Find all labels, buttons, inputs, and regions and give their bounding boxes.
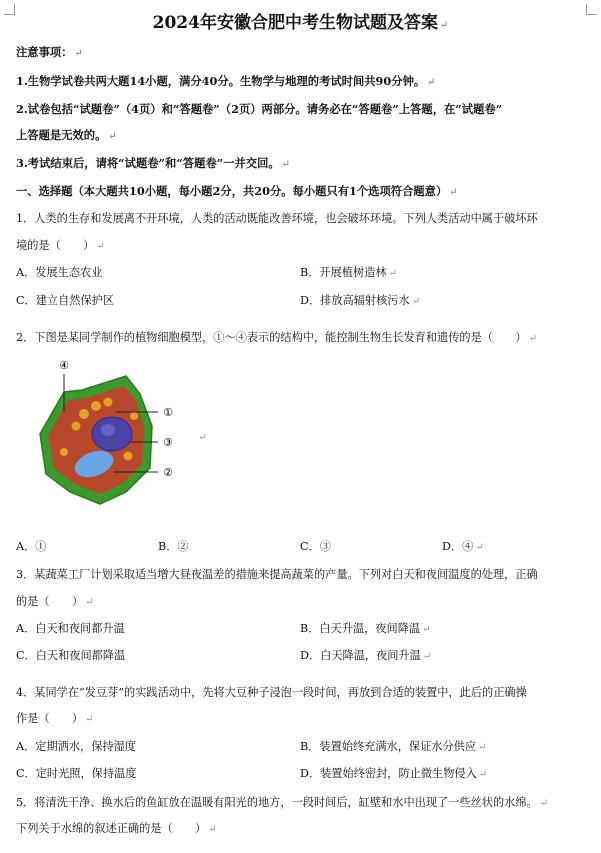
notice-item-2-cont: 上答题是无效的。 ↵ [16, 128, 117, 142]
chloroplast [72, 422, 81, 431]
question-3-stem: 3．某蔬菜工厂计划采取适当增大昼夜温差的措施来提高蔬菜的产量。下列对白天和夜间温度的处理，正确 [16, 568, 538, 581]
chloroplast [104, 398, 113, 407]
notice-item-1: 1.生物学试卷共两大题14小题，满分40分。生物学与地理的考试时间共90分钟。 ↵ [16, 74, 436, 88]
question-1-stem: 1．人类的生存和发展离不开环境，人类的活动既能改善环境，也会破坏环境。下列人类活动中属于破坏环 [16, 212, 538, 225]
chloroplast [124, 452, 133, 461]
paragraph-mark-icon: ↵ [411, 296, 421, 307]
question-2-stem: 2．下图是某同学制作的植物细胞模型，①～④表示的结构中，能控制生物生长发育和遗传的是（ ） ↵ [16, 331, 537, 344]
question-1-stem-cont: 境的是（ ） ↵ [16, 239, 105, 252]
paragraph-mark-icon: ↵ [85, 597, 94, 608]
document-title: 2024年安徽合肥中考生物试题及答案 ↵ [152, 13, 449, 33]
q4-option-b: B．装置始终充满水，保证水分供应 ↵ [300, 740, 487, 753]
q1-option-a: A．发展生态农业 [16, 266, 103, 279]
paragraph-mark-icon: ↵ [478, 742, 487, 753]
paragraph-mark-icon: ↵ [539, 798, 549, 809]
question-5-stem-cont: 下列关于水绵的叙述正确的是（ ） ↵ [16, 822, 217, 835]
q4-option-a: A．定期洒水，保持湿度 [16, 740, 136, 753]
label-1: ① [163, 406, 173, 419]
q1-option-c: C．建立自然保护区 [16, 294, 115, 307]
q2-option-b: B．② [158, 540, 189, 553]
q2-option-a: A．① [16, 540, 47, 553]
q2-option-d: D．④ ↵ [442, 540, 484, 553]
question-4-stem-cont: 作是（ ） ↵ [16, 712, 94, 725]
nucleolus [101, 424, 115, 436]
paragraph-mark-icon: ↵ [198, 432, 207, 443]
paragraph-mark-icon: ↵ [427, 77, 436, 88]
paragraph-mark-icon: ↵ [439, 20, 449, 31]
chloroplast [60, 448, 68, 456]
q2-option-c: C．③ [300, 540, 331, 553]
paragraph-mark-icon: ↵ [449, 187, 458, 198]
q3-option-d: D．白天降温，夜间升温 ↵ [300, 649, 432, 662]
notice-item-3: 3.考试结束后，请将“试题卷”和“答题卷”一并交回。 ↵ [16, 156, 291, 170]
q3-option-b: B．白天升温，夜间降温 ↵ [300, 622, 431, 635]
paragraph-mark-icon: ↵ [208, 824, 217, 835]
paragraph-mark-icon: ↵ [422, 624, 431, 635]
paragraph-mark-icon: ↵ [388, 268, 397, 279]
q1-option-d: D．排放高辐射核污水 ↵ [300, 294, 421, 307]
paragraph-mark-icon: ↵ [74, 48, 83, 59]
question-3-stem-cont: 的是（ ） ↵ [16, 595, 94, 608]
notice-heading: 注意事项： ↵ [16, 45, 83, 59]
paragraph-mark-icon: ↵ [108, 131, 117, 142]
paragraph-mark-icon: ↵ [478, 769, 488, 780]
q4-option-d: D．装置始终密封，防止微生物侵入 ↵ [300, 767, 488, 780]
chloroplast [91, 401, 101, 411]
plant-cell-diagram [34, 356, 194, 506]
notice-item-2: 2.试卷包括“试题卷”（4页）和“答题卷”（2页）两部分。请务必在“答题卷”上答题，在“试题卷” [16, 102, 503, 116]
q3-option-c: C．白天和夜间都降温 [16, 649, 126, 662]
paragraph-mark-icon: ↵ [528, 333, 537, 344]
paragraph-mark-icon: ↵ [96, 241, 105, 252]
question-5-stem: 5．将清洗干净、换水后的鱼缸放在温暖有阳光的地方，一段时间后，缸壁和水中出现了一些丝状的水绵。 ↵ [16, 796, 549, 809]
question-4-stem: 4．某同学在“发豆芽”的实践活动中，先将大豆种子浸泡一段时间，再放到合适的装置中，此后的正确操 [16, 686, 527, 699]
label-2: ② [163, 466, 173, 479]
plant-cell-model-figure [34, 356, 194, 506]
paragraph-mark-icon: ↵ [422, 651, 432, 662]
chloroplast [79, 409, 89, 419]
paragraph-mark-icon: ↵ [281, 159, 291, 170]
q1-option-b: B．开展植树造林 ↵ [300, 266, 397, 279]
paragraph-mark-icon: ↵ [85, 714, 94, 725]
q3-option-a: A．白天和夜间都升温 [16, 622, 125, 635]
chloroplast [130, 412, 138, 420]
paragraph-mark-icon: ↵ [475, 542, 484, 553]
section-heading: 一、选择题（本大题共10小题，每小题2分，共20分。每小题只有1个选项符合题意） ↵ [16, 184, 458, 198]
label-4: ④ [59, 359, 69, 372]
label-3: ③ [163, 436, 173, 449]
q4-option-c: C．定时光照，保持温度 [16, 767, 137, 780]
